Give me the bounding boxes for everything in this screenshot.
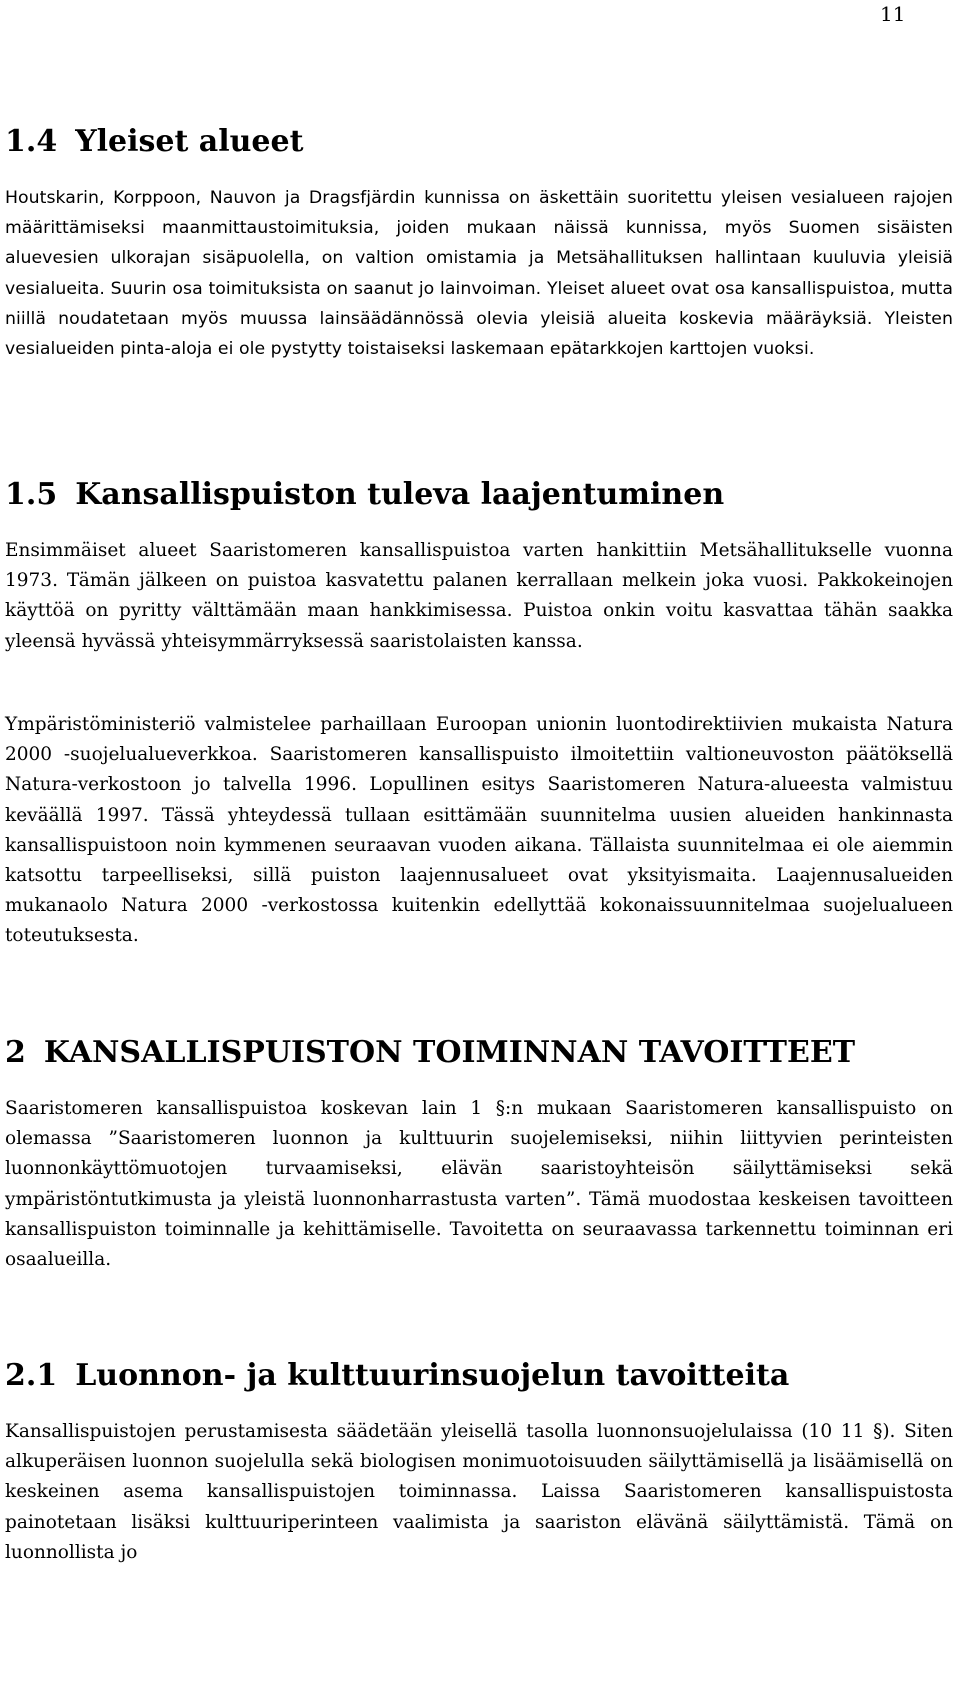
section-title: KANSALLISPUISTON TOIMINNAN TAVOITTEET <box>43 1035 856 1070</box>
section-number: 1.4 <box>5 124 58 159</box>
paragraph: Ensimmäiset alueet Saaristomeren kansallispuistoa varten hankittiin Metsähallitukselle vuonna 1973. Tämän jälkeen on puistoa kasvatettu palanen kerrallaan melkein joka vuosi. Pakkokeinojen käyttöä on pyritty välttämään maan hankkimisessa. Puistoa onkin voitu kasvattaa tähän saakka yleensä hyvässä yhteisymmärryksessä saaristolaisten kanssa. <box>5 540 953 652</box>
paragraph: Kansallispuistojen perustamisesta säädetään yleisellä tasolla luonnonsuojelulaissa (10 11 §). Siten alkuperäisen luonnon suojelulla sekä biologisen monimuotoisuuden säilyttämisellä ja lisäämisellä on keskeinen asema kansallispuistojen toiminnassa. Laissa Saaristomeren kansallispuistosta painotetaan lisäksi kulttuuriperinteen vaalimista ja saariston elävänä säilyttämistä. Tämä on luonnollista jo <box>5 1421 953 1563</box>
paragraph: Saaristomeren kansallispuistoa koskevan lain 1 §:n mukaan Saaristomeren kansallispuisto on olemassa ”Saaristomeren luonnon ja kulttuurin suojelemiseksi, niihin liittyvien perinteisten luonnonkäyttömuotojen turvaamiseksi, elävän saaristoyhteisön säilyttämiseksi sekä ympäristöntutkimusta ja yleistä luonnonharrastusta varten”. Tämä muodostaa keskeisen tavoitteen kansallispuiston toiminnalle ja kehittämiselle. Tavoitetta on seuraavassa tarkennettu toiminnan eri osaalueilla. <box>5 1098 953 1271</box>
paragraph: Houtskarin, Korppoon, Nauvon ja Dragsfjärdin kunnissa on äskettäin suoritettu yleisen vesialueen rajojen määrittämiseksi maanmittaustoimituksia, joiden mukaan näissä kunnissa, myös Suomen sisäisten aluevesien ulkorajan sisäpuolella, on valtion omistamia ja Metsähallituksen hallintaan kuuluvia yleisiä vesialueita. Suurin osa toimituksista on saanut jo lainvoiman. Yleiset alueet ovat osa kansallispuistoa, mutta niillä noudatetaan myös muussa lainsäädännössä olevia yleisiä alueita koskevia määräyksiä. Yleisten vesialueiden pinta-aloja ei ole pystytty toistaiseksi laskemaan epätarkkojen karttojen vuoksi. <box>5 188 953 360</box>
section-number: 1.5 <box>5 477 58 512</box>
section-heading-1-5 <box>5 477 950 513</box>
page-number: 11 <box>880 2 906 26</box>
section-number: 2.1 <box>5 1358 58 1393</box>
section-heading-1-4 <box>5 124 950 160</box>
section-title: Luonnon- ja kulttuurinsuojelun tavoitteita <box>75 1358 790 1393</box>
paragraph: Ympäristöministeriö valmistelee parhaillaan Euroopan unionin luontodirektiivien mukaista Natura 2000 -suojelualueverkkoa. Saaristomeren kansallispuisto ilmoitettiin valtioneuvoston päätöksellä Natura-verkostoon jo talvella 1996. Lopullinen esitys Saaristomeren Natura-alueesta valmistuu keväällä 1997. Tässä yhteydessä tullaan esittämään suunnitelma uusien alueiden hankinnasta kansallispuistoon noin kymmenen seuraavan vuoden aikana. Tällaista suunnitelmaa ei ole aiemmin katsottu tarpeelliseksi, sillä puiston laajennusalueet ovat yksityismaita. Laajennusalueiden mukanaolo Natura 2000 -verkostossa kuitenkin edellyttää kokonaissuunnitelmaa suojelualueen toteutuksesta. <box>5 714 953 947</box>
section-title: Kansallispuiston tuleva laajentuminen <box>75 477 725 512</box>
section-heading-2-1 <box>5 1358 950 1394</box>
section-heading-2 <box>5 1035 950 1071</box>
section-title: Yleiset alueet <box>75 124 304 159</box>
section-number: 2 <box>5 1035 26 1070</box>
